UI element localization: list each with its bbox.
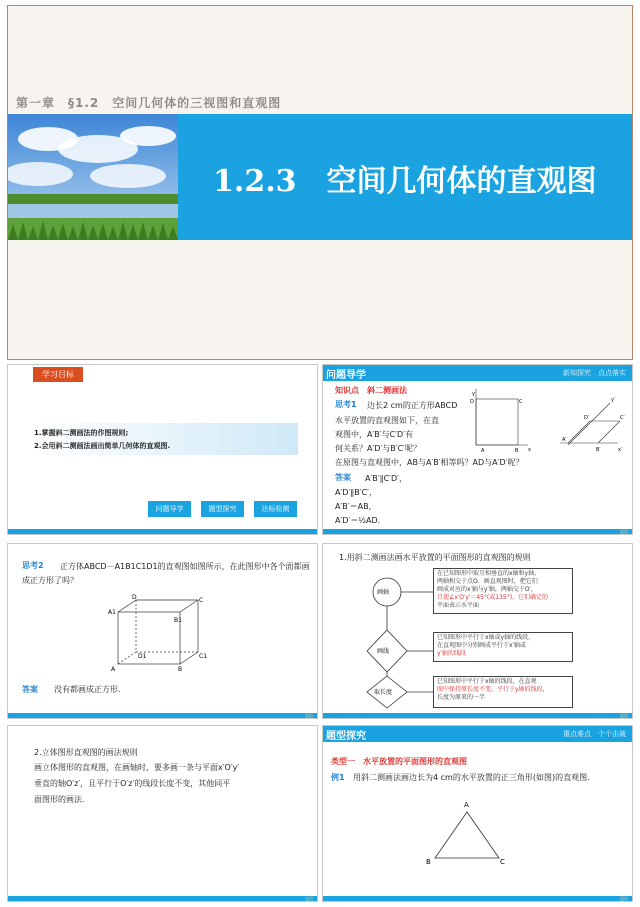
explore-type: 类型一 水平放置的平面图形的直观图 bbox=[331, 757, 467, 766]
rule-line: 长度为原来的一半 bbox=[437, 694, 486, 701]
slide-footer bbox=[8, 713, 317, 718]
knowledge-title: 知识点 斜二测画法 bbox=[335, 386, 407, 395]
cube-label: A1 bbox=[108, 609, 116, 616]
think2-slide bbox=[7, 543, 318, 719]
slide-footer bbox=[323, 713, 632, 718]
explore-header-right: 重点难点 个个击破 bbox=[563, 730, 626, 738]
rules-slide bbox=[322, 543, 633, 719]
answer-line: A′D′∥B′C′， bbox=[335, 488, 377, 497]
rule-line: y′轴的线段 bbox=[437, 650, 466, 657]
fig-label: B′ bbox=[596, 447, 601, 453]
fig-label: C bbox=[519, 399, 523, 405]
fig-label: D′ bbox=[584, 415, 589, 421]
slide-footer bbox=[8, 896, 317, 901]
think1-line: 在原图与直观图中，AB与A′B′相等吗？AD与A′D′呢？ bbox=[335, 458, 524, 467]
think1-line: 观图中，A′B′与C′D′有 bbox=[335, 430, 413, 439]
nav-button-check[interactable]: 达标检测 bbox=[254, 501, 297, 517]
rules-title: 1.用斜二测画法画水平放置的平面图形的直观图的规则 bbox=[339, 553, 531, 562]
guide-header bbox=[323, 365, 632, 381]
footer-tag[interactable]: 返回 bbox=[620, 713, 628, 718]
think2-answer-label: 答案 bbox=[22, 685, 38, 694]
flowchart bbox=[363, 572, 443, 712]
answer-line: A′B′∥C′D′， bbox=[365, 474, 407, 483]
explore-slide bbox=[322, 725, 633, 902]
answer-line: A′B′＝AB， bbox=[335, 502, 377, 511]
nav-button-guide[interactable]: 问题导学 bbox=[148, 501, 191, 517]
fig-label: A bbox=[481, 448, 485, 454]
fig-label: y′ bbox=[611, 397, 616, 403]
rule2-line: 画立体图形的直观图，在画轴时，要多画一条与平面x′O′y′ bbox=[34, 763, 240, 772]
rule2-line: 垂直的轴O′z′，且平行于O′z′的线段长度不变，其他同平 bbox=[34, 779, 231, 788]
tri-label: C bbox=[500, 858, 505, 866]
goals-slide bbox=[7, 364, 318, 535]
guide-header-right: 新知探究 点点落实 bbox=[563, 369, 626, 377]
think2-text: 正方体ABCD－A1B1C1D1的直观图如图所示，在此图形中各个面都画成正方形了吗？ bbox=[22, 562, 310, 585]
rule2-line: 面图形的画法. bbox=[34, 795, 85, 804]
nav-button-explore[interactable]: 题型探究 bbox=[201, 501, 244, 517]
think1-line: 水平放置的直观图如下，在直 bbox=[335, 416, 439, 425]
tri-label: B bbox=[426, 858, 431, 866]
think2-label: 思考2 bbox=[22, 561, 44, 570]
fig-label: B bbox=[515, 448, 519, 454]
rule-line: 平面表示水平面 bbox=[437, 602, 480, 609]
square-figures bbox=[468, 389, 630, 455]
think1-line: 边长2 cm的正方形ABCD bbox=[367, 401, 458, 410]
tri-label: A bbox=[464, 801, 469, 809]
rule-box-axis bbox=[433, 568, 573, 614]
rule-line: 在直观图中分别画成平行于x′轴或 bbox=[437, 642, 526, 649]
cube-label: A bbox=[111, 666, 116, 672]
cube-label: D1 bbox=[138, 653, 147, 660]
explore-header bbox=[323, 726, 632, 742]
goals-header: 学习目标 bbox=[33, 367, 83, 382]
fig-label: D bbox=[470, 399, 474, 405]
flow-step: 画线 bbox=[377, 648, 390, 655]
slide-footer bbox=[323, 529, 632, 534]
fig-label: x bbox=[528, 447, 531, 453]
footer-tag[interactable]: 返回 bbox=[305, 713, 313, 718]
goal-item: 2.会用斜二测画法画出简单几何体的直观图. bbox=[34, 442, 171, 450]
rule-box-lines bbox=[433, 632, 573, 662]
rule-line: 已知图形中平行于x轴的线段，在直观 bbox=[437, 678, 537, 685]
cube-label: C1 bbox=[199, 653, 208, 660]
cube-figure bbox=[108, 594, 208, 672]
rule-line: 已知图形中平行于x轴或y轴的线段， bbox=[437, 634, 535, 641]
slide-footer bbox=[323, 896, 632, 901]
fig-label: x′ bbox=[618, 447, 623, 453]
cube-label: C bbox=[199, 597, 204, 604]
cover-title: 1.2.3 空间几何体的直观图 bbox=[213, 164, 597, 199]
chapter-label: 第一章 §1.2 空间几何体的三视图和直观图 bbox=[16, 96, 282, 110]
think1-label: 思考1 bbox=[335, 400, 357, 409]
flow-step: 取长度 bbox=[374, 689, 393, 696]
flow-step: 画轴 bbox=[377, 589, 390, 596]
landscape-photo bbox=[8, 114, 178, 240]
footer-tag[interactable]: 返回 bbox=[620, 529, 628, 534]
cube-label: B1 bbox=[174, 617, 182, 624]
rule-line: 画成对应的x′轴与y′轴，两轴交于O′， bbox=[437, 586, 537, 593]
rule2-slide bbox=[7, 725, 318, 902]
cube-label: D bbox=[132, 594, 137, 601]
rule-box-length bbox=[433, 676, 573, 708]
goals-box bbox=[28, 423, 298, 455]
think1-line: 何关系？A′D′与B′C′呢？ bbox=[335, 444, 421, 453]
example-text: 用斜二测画法画边长为4 cm的水平放置的正三角形(如图)的直观图. bbox=[353, 773, 590, 782]
guide-slide bbox=[322, 364, 633, 535]
cube-label: B bbox=[178, 666, 183, 672]
triangle-figure bbox=[423, 798, 513, 870]
answer-line: A′D′＝½AD. bbox=[335, 516, 381, 525]
cover-slide bbox=[7, 5, 633, 360]
think2-answer: 没有都画成正方形. bbox=[54, 685, 121, 694]
guide-header-title: 问题导学 bbox=[326, 370, 366, 381]
footer-tag[interactable]: 返回 bbox=[620, 896, 628, 901]
rule-line: 且使∠x′O′y′＝45°(或135°)，它们确定的 bbox=[437, 594, 549, 601]
goal-item: 1.掌握斜二测画法的作图规则; bbox=[34, 429, 129, 437]
answer-label: 答案 bbox=[335, 473, 351, 482]
rule2-title: 2.立体图形直观图的画法规则 bbox=[34, 748, 138, 757]
fig-label: A′ bbox=[562, 437, 567, 443]
fig-label: C′ bbox=[620, 415, 625, 421]
slide-footer bbox=[8, 529, 317, 534]
example-label: 例1 bbox=[331, 773, 345, 782]
rule-line: 图中保持原长度不变，平行于y轴的线段， bbox=[437, 686, 549, 693]
fig-label: y bbox=[472, 391, 475, 397]
rule-line: 在已知图形中取互相垂直的x轴和y轴， bbox=[437, 570, 541, 577]
footer-tag[interactable]: 返回 bbox=[305, 896, 313, 901]
explore-header-title: 题型探究 bbox=[326, 731, 366, 742]
rule-line: 两轴相交于点O．画直观图时，把它们 bbox=[437, 578, 538, 585]
